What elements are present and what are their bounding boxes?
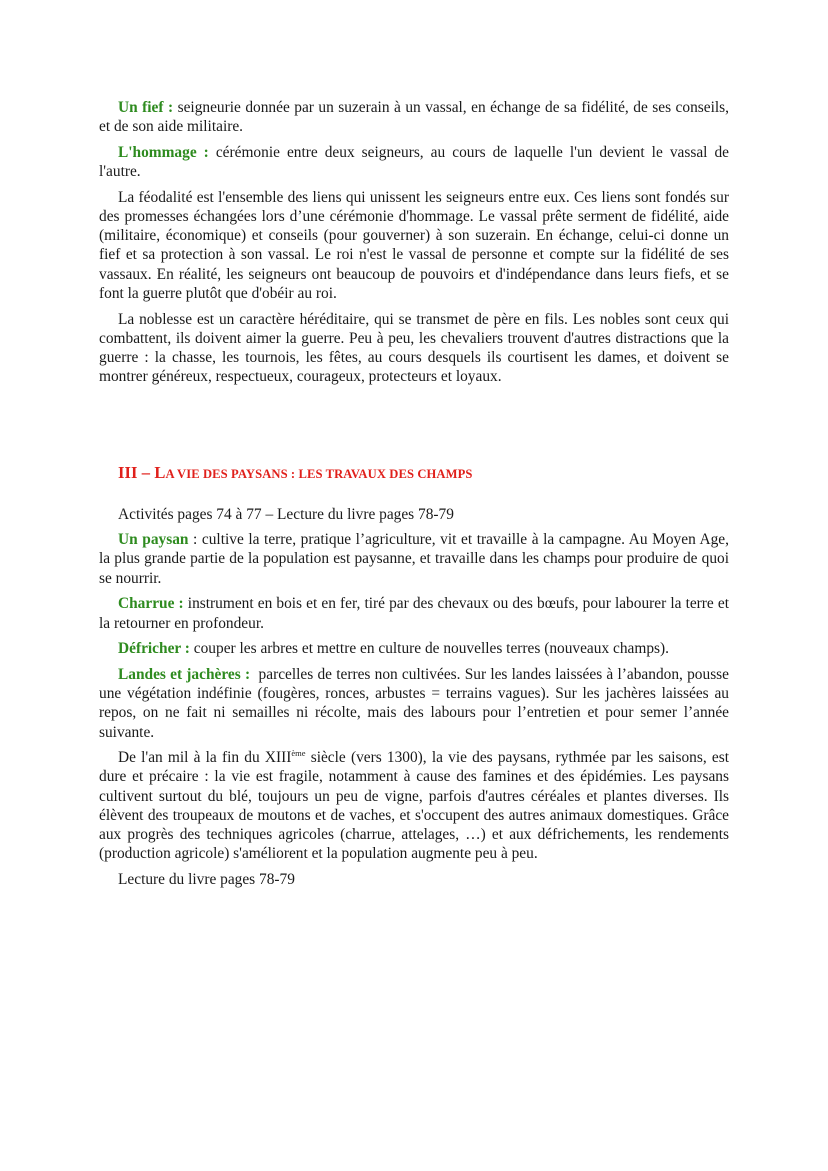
definition-term: Charrue : [118, 595, 184, 613]
definition-term: Un fief : [118, 99, 174, 116]
heading-small-caps: A VIE DES PAYSANS : LES TRAVAUX DES CHAMPS [165, 467, 473, 482]
section-heading [99, 463, 729, 484]
definition-fief [99, 98, 729, 136]
superscript-eme: ème [291, 748, 306, 759]
definition-term: L'hommage : [118, 143, 209, 161]
paragraph-noblesse: La noblesse est un caractère héréditaire, qui se transmet de père en fils. Les nobles sont ceux qui combattent, ils doivent aimer la guerre. Peu à peu, les chevaliers trouvent d'autres distractions que la guerre : la chasse, les tournois, les fêtes, au cours desquels ils courtisent les dames, et doivent se montrer généreux, respectueux, courageux, protecteurs et loyaux. [99, 310, 729, 386]
paysans-text-start: De l'an mil à la fin du XIII [118, 749, 292, 767]
paragraph-paysans [99, 748, 729, 863]
definition-text: seigneurie donnée par un suzerain à un vassal, en échange de sa fidélité, de ses conseils, et de son aide militaire. [99, 99, 729, 136]
closing-line: Lecture du livre pages 78-79 [118, 871, 295, 888]
paysans-text-rest: siècle (vers 1300), la vie des paysans, rythmée par les saisons, est dure et précaire : la vie est fragile, notamment à cause des famines et des épidémies. Les paysans cultivent surtout du blé, toujours un peu de vigne, parfois d'autres céréales et plantes diverses. Ils élèvent des troupeaux de moutons et de vaches, et s'occupent des autres animaux domestiques. Grâce aux progrès des techniques agricoles (charrue, attelages, …) et aux défrichements, les rendements (production agricole) s'améliorent et la population augmente peu à peu. [99, 749, 730, 863]
definition-charrue [99, 594, 729, 632]
definition-text: instrument en bois et en fer, tiré par des chevaux ou des bœufs, pour labourer la terre et la retourner en profondeur. [99, 595, 729, 632]
definition-landes-jacheres [99, 665, 733, 742]
definition-term: Landes et jachères : [118, 665, 251, 683]
heading-number: III – [118, 463, 155, 483]
definition-text: parcelles de terres non cultivées. Sur les landes laissées à l’abandon, pousse une végétation indéfinie (fougères, ronces, arbustes = terrains vagues). Sur les jachères laissées au repos, on ne fait ni semailles ni récolte, mais des labours pour l’entretien et pour semer l’année suivante. [99, 665, 733, 741]
definition-text: couper les arbres et mettre en culture de nouvelles terres (nouveaux champs). [189, 640, 669, 658]
definition-defricher [99, 639, 729, 658]
definition-paysan [99, 530, 729, 588]
definition-term: Défricher : [118, 640, 190, 658]
definition-term: Un paysan [118, 531, 189, 549]
activities-line: Activités pages 74 à 77 – Lecture du livre pages 78-79 [118, 505, 454, 523]
heading-initial: L [154, 463, 166, 483]
paragraph-feodalite: La féodalité est l'ensemble des liens qui unissent les seigneurs entre eux. Ces liens sont fondés sur des promesses échangées lors d’une cérémonie d'hommage. Le vassal prête serment de fidélité, aide (militaire, économique) et conseils (pour gouverner) à son suzerain. En échange, celui-ci donne un fief et sa protection à son vassal. Le roi n'est le vassal de personne et compte sur la fidélité de ses vassaux. En réalité, les seigneurs ont beaucoup de pouvoirs et d'indépendance dans leurs fiefs, et se font la guerre plutôt que d'obéir au roi. [99, 188, 729, 302]
definition-text: : cultive la terre, pratique l’agriculture, vit et travaille à la campagne. Au Moyen Age, la plus grande partie de la population est paysanne, et travaille dans les champs pour produire de quoi se nourrir. [99, 531, 729, 587]
document-page [99, 98, 733, 896]
definition-hommage [99, 143, 729, 181]
definition-text: cérémonie entre deux seigneurs, au cours de laquelle l'un devient le vassal de l'autre. [99, 143, 729, 181]
